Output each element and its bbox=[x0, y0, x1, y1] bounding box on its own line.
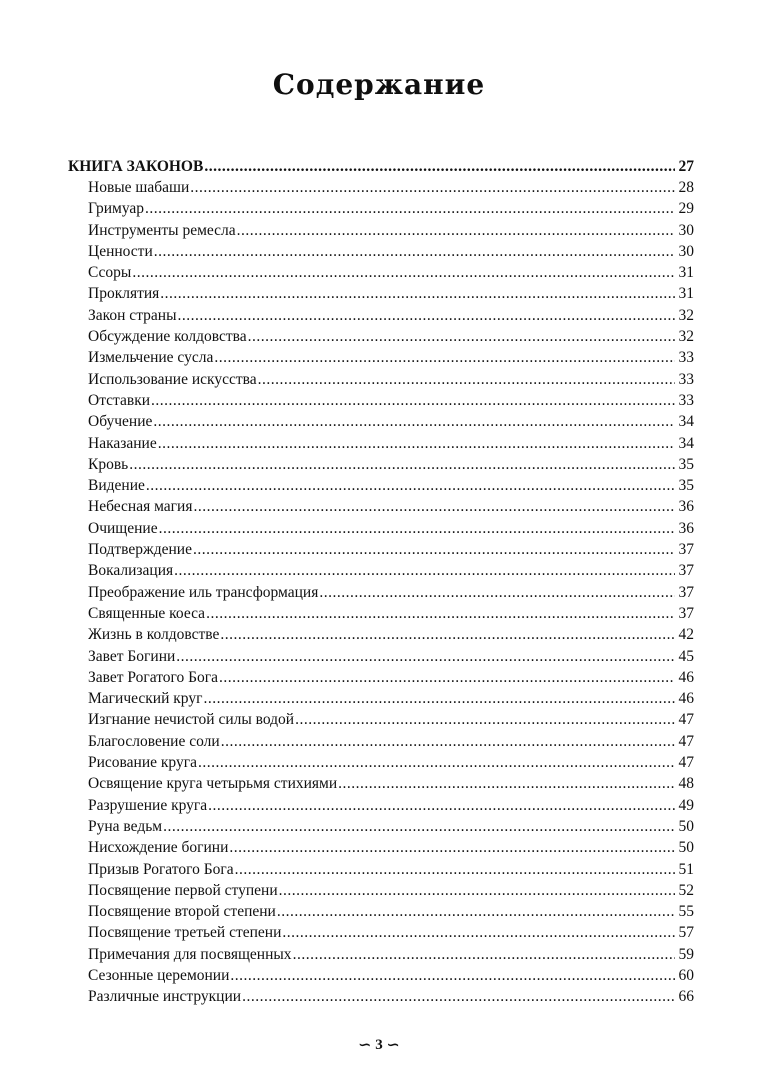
toc-entry bbox=[68, 709, 694, 730]
toc-leader-dots bbox=[163, 816, 675, 837]
toc-entry-page: 46 bbox=[678, 668, 694, 686]
toc-leader-dots bbox=[277, 901, 675, 922]
toc-entry-page: 32 bbox=[678, 328, 694, 346]
toc-entry-page: 33 bbox=[678, 349, 694, 367]
toc-entry bbox=[68, 433, 694, 454]
toc-leader-dots bbox=[203, 688, 675, 709]
toc-entry-label: Обучение bbox=[88, 413, 153, 431]
toc-entry-label: Небесная магия bbox=[88, 498, 193, 516]
toc-entry-label: Очищение bbox=[88, 519, 158, 537]
toc-entry-label: Посвящение второй степени bbox=[88, 903, 276, 921]
toc-entry-page: 32 bbox=[678, 306, 694, 324]
toc-entry-label: Ценности bbox=[88, 242, 153, 260]
toc-entry bbox=[68, 986, 694, 1007]
toc-entry bbox=[68, 816, 694, 837]
toc-entry-page: 37 bbox=[678, 604, 694, 622]
toc-leader-dots bbox=[230, 965, 675, 986]
toc-entry-label: Проклятия bbox=[88, 285, 160, 303]
toc-entry-label: Закон страны bbox=[88, 306, 177, 324]
toc-entry-label: Преображение иль трансформация bbox=[88, 583, 319, 601]
toc-leader-dots bbox=[198, 752, 675, 773]
toc-entry-label: Священные коеса bbox=[88, 604, 206, 622]
toc-entry-page: 49 bbox=[678, 796, 694, 814]
toc-leader-dots bbox=[154, 241, 675, 262]
ornament-left-icon: ∽ bbox=[358, 1037, 372, 1054]
toc-entry bbox=[68, 837, 694, 858]
toc-leader-dots bbox=[193, 496, 675, 517]
toc-entry bbox=[68, 880, 694, 901]
toc-leader-dots bbox=[235, 859, 675, 880]
toc-entry bbox=[68, 901, 694, 922]
toc-entry-page: 51 bbox=[678, 860, 694, 878]
toc-entry-label: Вокализация bbox=[88, 562, 174, 580]
toc-entry bbox=[68, 773, 694, 794]
toc-entry-page: 59 bbox=[678, 945, 694, 963]
toc-entry-page: 42 bbox=[678, 626, 694, 644]
toc-entry-page: 33 bbox=[678, 391, 694, 409]
toc-entry bbox=[68, 795, 694, 816]
toc-entry-label: Посвящение первой ступени bbox=[88, 881, 278, 899]
page-footer bbox=[0, 1035, 758, 1055]
toc-entry bbox=[68, 305, 694, 326]
toc-entry-page: 47 bbox=[678, 732, 694, 750]
toc-leader-dots bbox=[129, 454, 675, 475]
toc-entry-page: 35 bbox=[678, 455, 694, 473]
toc-entry-label: Нисхождение богини bbox=[88, 839, 229, 857]
toc-entry-page: 66 bbox=[678, 988, 694, 1006]
toc-leader-dots bbox=[132, 262, 675, 283]
toc-entry-label: Обсуждение колдовства bbox=[88, 328, 247, 346]
toc-leader-dots bbox=[146, 475, 675, 496]
toc-entry-page: 35 bbox=[678, 477, 694, 495]
toc-entry-label: Наказание bbox=[88, 434, 157, 452]
toc-entry-label: Призыв Рогатого Бога bbox=[88, 860, 234, 878]
toc-leader-dots bbox=[221, 731, 675, 752]
toc-entry-page: 48 bbox=[678, 775, 694, 793]
toc-entry-label: Посвящение третьей степени bbox=[88, 924, 282, 942]
toc-entry-page: 46 bbox=[678, 690, 694, 708]
toc-entry-label: Отставки bbox=[88, 391, 151, 409]
toc-entry bbox=[68, 454, 694, 475]
toc-entry-label: Разрушение круга bbox=[88, 796, 208, 814]
toc-section-heading bbox=[68, 156, 694, 177]
toc-entry-page: 31 bbox=[678, 264, 694, 282]
toc-entry-page: 34 bbox=[678, 434, 694, 452]
toc-entry-label: Гримуар bbox=[88, 200, 145, 218]
toc-leader-dots bbox=[242, 986, 675, 1007]
toc-entry bbox=[68, 688, 694, 709]
toc-entry-label: Освящение круга четырьмя стихиями bbox=[88, 775, 338, 793]
toc-leader-dots bbox=[178, 305, 676, 326]
toc-entry bbox=[68, 965, 694, 986]
toc-leader-dots bbox=[295, 709, 675, 730]
toc-entry-page: 34 bbox=[678, 413, 694, 431]
toc-leader-dots bbox=[206, 603, 675, 624]
toc-leader-dots bbox=[293, 944, 675, 965]
toc-entry-label: Инструменты ремесла bbox=[88, 221, 236, 239]
toc-entry-page: 37 bbox=[678, 562, 694, 580]
toc-leader-dots bbox=[282, 922, 675, 943]
toc-entry-page: 30 bbox=[678, 242, 694, 260]
toc-entry bbox=[68, 411, 694, 432]
toc-entry-label: Кровь bbox=[88, 455, 129, 473]
toc-entry bbox=[68, 220, 694, 241]
toc-entry-page: 47 bbox=[678, 711, 694, 729]
toc-leader-dots bbox=[174, 560, 675, 581]
toc-entry bbox=[68, 198, 694, 219]
toc-leader-dots bbox=[248, 326, 675, 347]
toc-entry bbox=[68, 944, 694, 965]
toc-entry bbox=[68, 624, 694, 645]
toc-leader-dots bbox=[279, 880, 675, 901]
toc-entry-label: Завет Богини bbox=[88, 647, 176, 665]
toc-entry bbox=[68, 177, 694, 198]
toc-entry bbox=[68, 731, 694, 752]
toc-entry-page: 37 bbox=[678, 541, 694, 559]
toc-entry-label: Подтверждение bbox=[88, 541, 192, 559]
toc-entry bbox=[68, 326, 694, 347]
toc-leader-dots bbox=[219, 667, 675, 688]
toc-entry bbox=[68, 582, 694, 603]
toc-entry-page: 36 bbox=[678, 519, 694, 537]
toc-entry-page: 37 bbox=[678, 583, 694, 601]
toc-entry-label: Магический круг bbox=[88, 690, 203, 708]
toc-leader-dots bbox=[145, 198, 675, 219]
toc-entry-label: Различные инструкции bbox=[88, 988, 242, 1006]
toc-entry-page: 47 bbox=[678, 754, 694, 772]
toc-entry-page: 50 bbox=[678, 839, 694, 857]
toc-entry-page: 60 bbox=[678, 966, 694, 984]
toc-leader-dots bbox=[193, 539, 675, 560]
toc-leader-dots bbox=[338, 773, 675, 794]
toc-leader-dots bbox=[258, 369, 675, 390]
toc-entry-label: Сезонные церемонии bbox=[88, 966, 230, 984]
toc-leader-dots bbox=[160, 283, 675, 304]
toc-entry-page: 29 bbox=[678, 200, 694, 218]
table-of-contents bbox=[68, 156, 694, 1008]
toc-leader-dots bbox=[214, 347, 675, 368]
toc-entry bbox=[68, 475, 694, 496]
toc-entry-page: 52 bbox=[678, 881, 694, 899]
ornament-right-icon: ∽ bbox=[386, 1037, 400, 1054]
page-title: Содержание bbox=[272, 68, 486, 101]
toc-entry-label: Измельчение сусла bbox=[88, 349, 214, 367]
toc-leader-dots bbox=[220, 624, 675, 645]
toc-entry-label: Ссоры bbox=[88, 264, 132, 282]
toc-leader-dots bbox=[151, 390, 675, 411]
toc-entry-page: 30 bbox=[678, 221, 694, 239]
toc-entry bbox=[68, 241, 694, 262]
page-number: 3 bbox=[375, 1037, 383, 1053]
toc-entry-label: Изгнание нечистой силы водой bbox=[88, 711, 295, 729]
toc-leader-dots bbox=[159, 518, 675, 539]
toc-entry bbox=[68, 922, 694, 943]
toc-entry bbox=[68, 560, 694, 581]
toc-entry-label: Рисование круга bbox=[88, 754, 197, 772]
toc-leader-dots bbox=[190, 177, 675, 198]
toc-entry-label: Новые шабаши bbox=[88, 179, 190, 196]
toc-section-label: КНИГА ЗАКОНОВ bbox=[68, 158, 204, 175]
toc-entry-label: Благословение соли bbox=[88, 732, 220, 750]
toc-entry-label: Примечания для посвященных bbox=[88, 945, 292, 963]
toc-entry bbox=[68, 752, 694, 773]
toc-entry bbox=[68, 667, 694, 688]
toc-entry-page: 57 bbox=[678, 924, 694, 942]
toc-leader-dots bbox=[208, 795, 675, 816]
toc-entry-page: 28 bbox=[678, 179, 694, 196]
toc-entry-label: Видение bbox=[88, 477, 145, 495]
toc-entry bbox=[68, 262, 694, 283]
toc-entry bbox=[68, 603, 694, 624]
toc-entry bbox=[68, 859, 694, 880]
toc-entry bbox=[68, 518, 694, 539]
toc-entry bbox=[68, 646, 694, 667]
toc-entry-page: 36 bbox=[678, 498, 694, 516]
toc-leader-dots bbox=[229, 837, 675, 858]
toc-entry-page: 33 bbox=[678, 370, 694, 388]
toc-leader-dots bbox=[176, 646, 675, 667]
toc-leader-dots bbox=[158, 433, 675, 454]
toc-entry-label: Завет Рогатого Бога bbox=[88, 668, 219, 686]
toc-leader-dots bbox=[204, 156, 675, 177]
toc-entry bbox=[68, 347, 694, 368]
toc-entry-label: Жизнь в колдовстве bbox=[88, 626, 220, 644]
toc-leader-dots bbox=[153, 411, 675, 432]
toc-entry-page: 45 bbox=[678, 647, 694, 665]
toc-entry bbox=[68, 390, 694, 411]
toc-entry-label: Руна ведьм bbox=[88, 817, 163, 835]
toc-entry bbox=[68, 283, 694, 304]
toc-leader-dots bbox=[319, 582, 675, 603]
toc-entry-label: Использование искусства bbox=[88, 370, 257, 388]
toc-section-page: 27 bbox=[678, 158, 694, 175]
toc-entry-page: 50 bbox=[678, 817, 694, 835]
toc-entry bbox=[68, 496, 694, 517]
toc-entry-page: 55 bbox=[678, 903, 694, 921]
toc-entry-page: 31 bbox=[678, 285, 694, 303]
toc-entry bbox=[68, 539, 694, 560]
toc-entry bbox=[68, 369, 694, 390]
toc-leader-dots bbox=[237, 220, 675, 241]
